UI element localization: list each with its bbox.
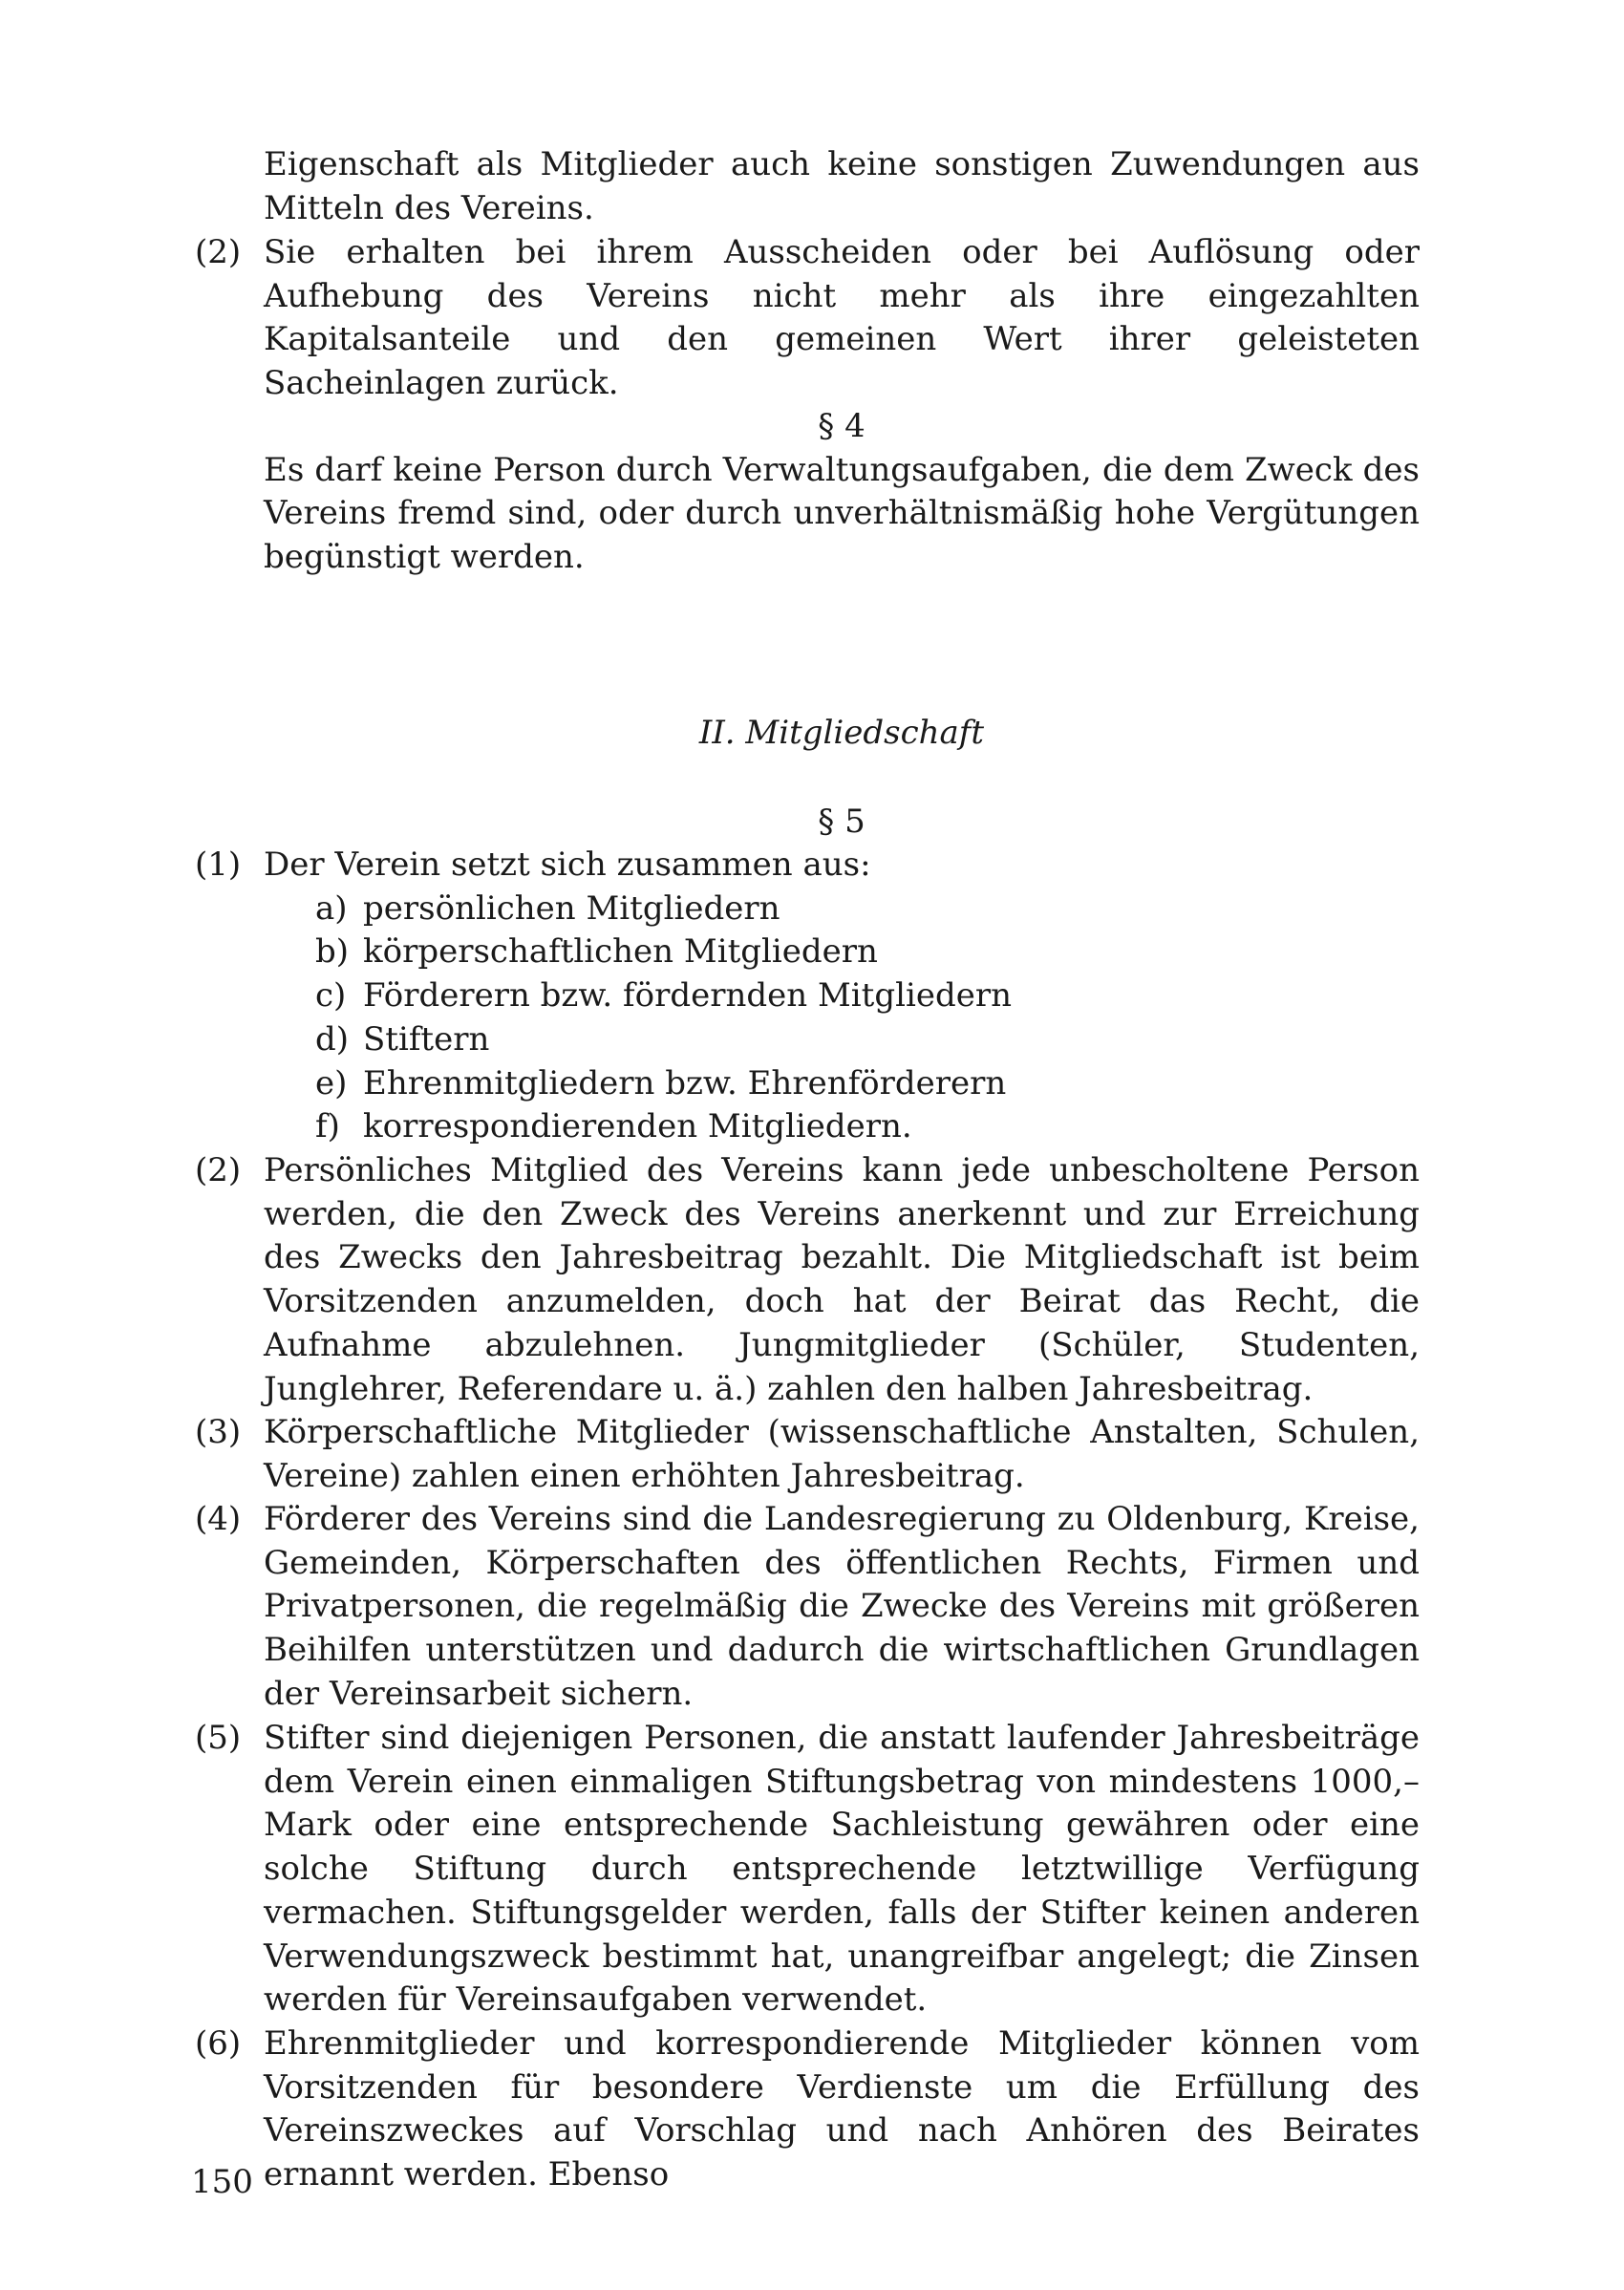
item-text: Ehrenmitglieder und korrespondierende Mitglieder können vom Vorsitzenden für besondere Verdienste um die Erfüllung des Vereinszweckes auf Vorschlag und nach Anhören des Beirates ernannt werden. Ebenso [264, 2024, 1420, 2194]
list-letter: f) [315, 1107, 340, 1146]
section-5-item-5 [195, 1717, 1420, 2022]
page-number: 150 [191, 2163, 253, 2201]
member-type-list [264, 888, 1420, 1149]
list-item [315, 1105, 1420, 1149]
section-5-item-3 [195, 1411, 1420, 1498]
paragraph-item [195, 1717, 1420, 2022]
paragraph-item [195, 1498, 1420, 1717]
list-text: korrespondierenden Mitgliedern. [363, 1107, 912, 1146]
list-letter: b) [315, 932, 350, 972]
item-number: (2) [195, 1151, 242, 1189]
item-number: (2) [195, 233, 242, 271]
item-text: Stifter sind diejenigen Personen, die anstatt laufender Jahresbeiträge dem Verein einen einmaligen Stiftungsbetrag von mindestens 1000,– Mark oder eine entsprechende Sachleistung gewähren oder eine solche Stiftung durch entsprechende letztwillige Verfügung vermachen. Stiftungsgelder werden, falls der Stifter keinen anderen Verwendungszweck bestimmt hat, unangreifbar angelegt; die Zinsen werden für Vereinsaufgaben verwendet. [264, 1719, 1420, 2020]
paragraph-item [195, 844, 1420, 888]
list-text: Ehrenmitgliedern bzw. Ehrenförderern [363, 1063, 1007, 1102]
item-number: (1) [195, 845, 242, 884]
list-item [315, 1018, 1420, 1062]
item-number: (3) [195, 1413, 242, 1451]
section-5-header [264, 801, 1420, 845]
item-text: Persönliches Mitglied des Vereins kann jede unbescholtene Person werden, die den Zweck des Vereins anerkennt und zur Erreichung des Zwecks den Jahresbeitrag bezahlt. Die Mitgliedschaft ist beim Vorsitzenden anzumelden, doch hat der Beirat das Recht, die Aufnahme abzulehnen. Jungmitglieder (Schüler, Studenten, Junglehrer, Referendare u. ä.) zahlen den halben Jahresbeitrag. [264, 1151, 1420, 1408]
item-number: (6) [195, 2024, 242, 2063]
item-text: Sie erhalten bei ihrem Ausscheiden oder bei Auflösung oder Aufhebung des Vereins nicht mehr als ihre eingezahlten Kapitalsanteile und den gemeinen Wert ihrer geleisteten Sacheinlagen zurück. [264, 233, 1420, 403]
top-continuation [264, 143, 1420, 230]
section-3-item-2 [195, 231, 1420, 406]
section-4-heading: § 4 [818, 407, 865, 445]
section-5-heading: § 5 [818, 803, 865, 841]
section-4-text: Es darf keine Person durch Verwaltungsaufgaben, die dem Zweck des Vereins fremd sind, oder durch unverhältnismäßig hohe Vergütungen begünstigt werden. [264, 450, 1420, 577]
item-text: Der Verein setzt sich zusammen aus: [264, 845, 871, 884]
paragraph-item [195, 1411, 1420, 1498]
paragraph-item [195, 231, 1420, 406]
item-number: (5) [195, 1719, 242, 1757]
item-text: Körperschaftliche Mitglieder (wissenschaftliche Anstalten, Schulen, Vereine) zahlen einen erhöhten Jahresbeitrag. [264, 1413, 1420, 1495]
part-2-title: II. Mitgliedschaft [698, 714, 985, 752]
list-letter: d) [315, 1019, 350, 1059]
list-text: Stiftern [363, 1019, 490, 1059]
item-text: Förderer des Vereins sind die Landesregierung zu Oldenburg, Kreise, Gemeinden, Körperschaften des öffentlichen Rechts, Firmen und Privatpersonen, die regelmäßig die Zwecke des Vereins mit größeren Beihilfen unterstützen und dadurch die wirtschaftlichen Grundlagen der Vereinsarbeit sichern. [264, 1500, 1420, 1713]
section-5-item-2 [195, 1149, 1420, 1411]
list-item [315, 931, 1420, 974]
list-text: körperschaftlichen Mitgliedern [363, 932, 878, 972]
list-item [315, 888, 1420, 931]
list-text: persönlichen Mitgliedern [363, 888, 780, 928]
part-2-header [264, 712, 1420, 756]
item-number: (4) [195, 1500, 242, 1538]
section-5-item-4 [195, 1498, 1420, 1717]
list-letter: a) [315, 888, 348, 928]
section-4 [264, 405, 1420, 580]
list-text: Förderern bzw. fördernden Mitgliedern [363, 976, 1012, 1016]
paragraph-item [195, 1149, 1420, 1411]
list-item [315, 1062, 1420, 1106]
list-letter: c) [315, 976, 347, 1016]
list-letter: e) [315, 1063, 348, 1102]
section-5-item-1 [195, 844, 1420, 1149]
continuation-paragraph: Eigenschaft als Mitglieder auch keine sonstigen Zuwendungen aus Mitteln des Vereins. [264, 145, 1420, 227]
list-item [315, 974, 1420, 1018]
